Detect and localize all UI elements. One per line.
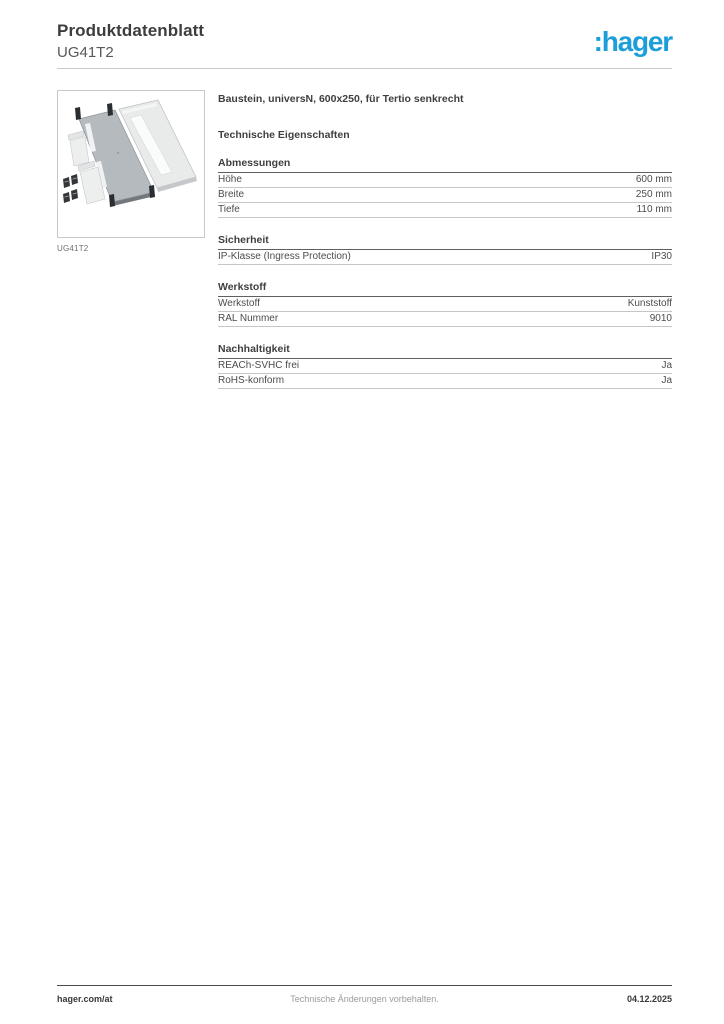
spec-section bbox=[218, 157, 672, 218]
spec-section bbox=[218, 281, 672, 327]
spec-row-label: Werkstoff bbox=[218, 298, 260, 309]
spec-row-value: Kunststoff bbox=[627, 298, 672, 309]
spec-row-value: IP30 bbox=[651, 251, 672, 262]
spec-row bbox=[218, 312, 672, 327]
spec-row-label: Tiefe bbox=[218, 204, 240, 215]
spec-row bbox=[218, 250, 672, 265]
website-link[interactable]: hager.com/at bbox=[57, 994, 113, 1004]
spec-section bbox=[218, 343, 672, 389]
spec-row-label: RoHS-konform bbox=[218, 375, 285, 386]
footer-date: 04.12.2025 bbox=[626, 994, 672, 1004]
exploded-view-drawing bbox=[58, 91, 204, 237]
spec-column bbox=[218, 93, 672, 389]
spec-row bbox=[218, 297, 672, 312]
header-divider bbox=[57, 68, 672, 69]
footer bbox=[57, 994, 672, 1004]
product-code: UG41T2 bbox=[57, 44, 114, 61]
product-image bbox=[57, 90, 205, 238]
footer-notice: Technische Änderungen vorbehalten. bbox=[290, 994, 439, 1004]
spec-row-label: REACh-SVHC frei bbox=[218, 360, 300, 371]
spec-row bbox=[218, 203, 672, 218]
spec-row-label: Breite bbox=[218, 189, 245, 200]
spec-section bbox=[218, 234, 672, 265]
spec-section-title: Nachhaltigkeit bbox=[218, 343, 672, 359]
footer-divider bbox=[57, 985, 672, 986]
spec-row-label: IP-Klasse (Ingress Protection) bbox=[218, 251, 351, 262]
fastener-clips bbox=[63, 174, 78, 203]
spec-row-value: 250 mm bbox=[635, 189, 672, 200]
spec-row-label: Höhe bbox=[218, 174, 242, 185]
spec-row bbox=[218, 374, 672, 389]
spec-row-value: Ja bbox=[661, 360, 672, 371]
spec-row bbox=[218, 359, 672, 374]
header bbox=[57, 21, 204, 61]
image-caption: UG41T2 bbox=[57, 244, 89, 253]
spec-row-value: 110 mm bbox=[636, 204, 672, 215]
spec-section-title: Abmessungen bbox=[218, 157, 672, 173]
spec-row-value: Ja bbox=[661, 375, 672, 386]
page-title: Produktdatenblatt bbox=[57, 21, 205, 40]
spec-row-label: RAL Nummer bbox=[218, 313, 279, 324]
product-title: Baustein, universN, 600x250, für Tertio senkrecht bbox=[218, 93, 464, 105]
spec-row-value: 600 mm bbox=[635, 174, 672, 185]
tech-properties-heading: Technische Eigenschaften bbox=[218, 129, 350, 141]
spec-section-title: Sicherheit bbox=[218, 234, 672, 250]
spec-row bbox=[218, 173, 672, 188]
spec-row-value: 9010 bbox=[649, 313, 672, 324]
spec-sections bbox=[218, 157, 672, 389]
spec-section-title: Werkstoff bbox=[218, 281, 672, 297]
hager-logo: :hager bbox=[593, 26, 672, 57]
spec-row bbox=[218, 188, 672, 203]
